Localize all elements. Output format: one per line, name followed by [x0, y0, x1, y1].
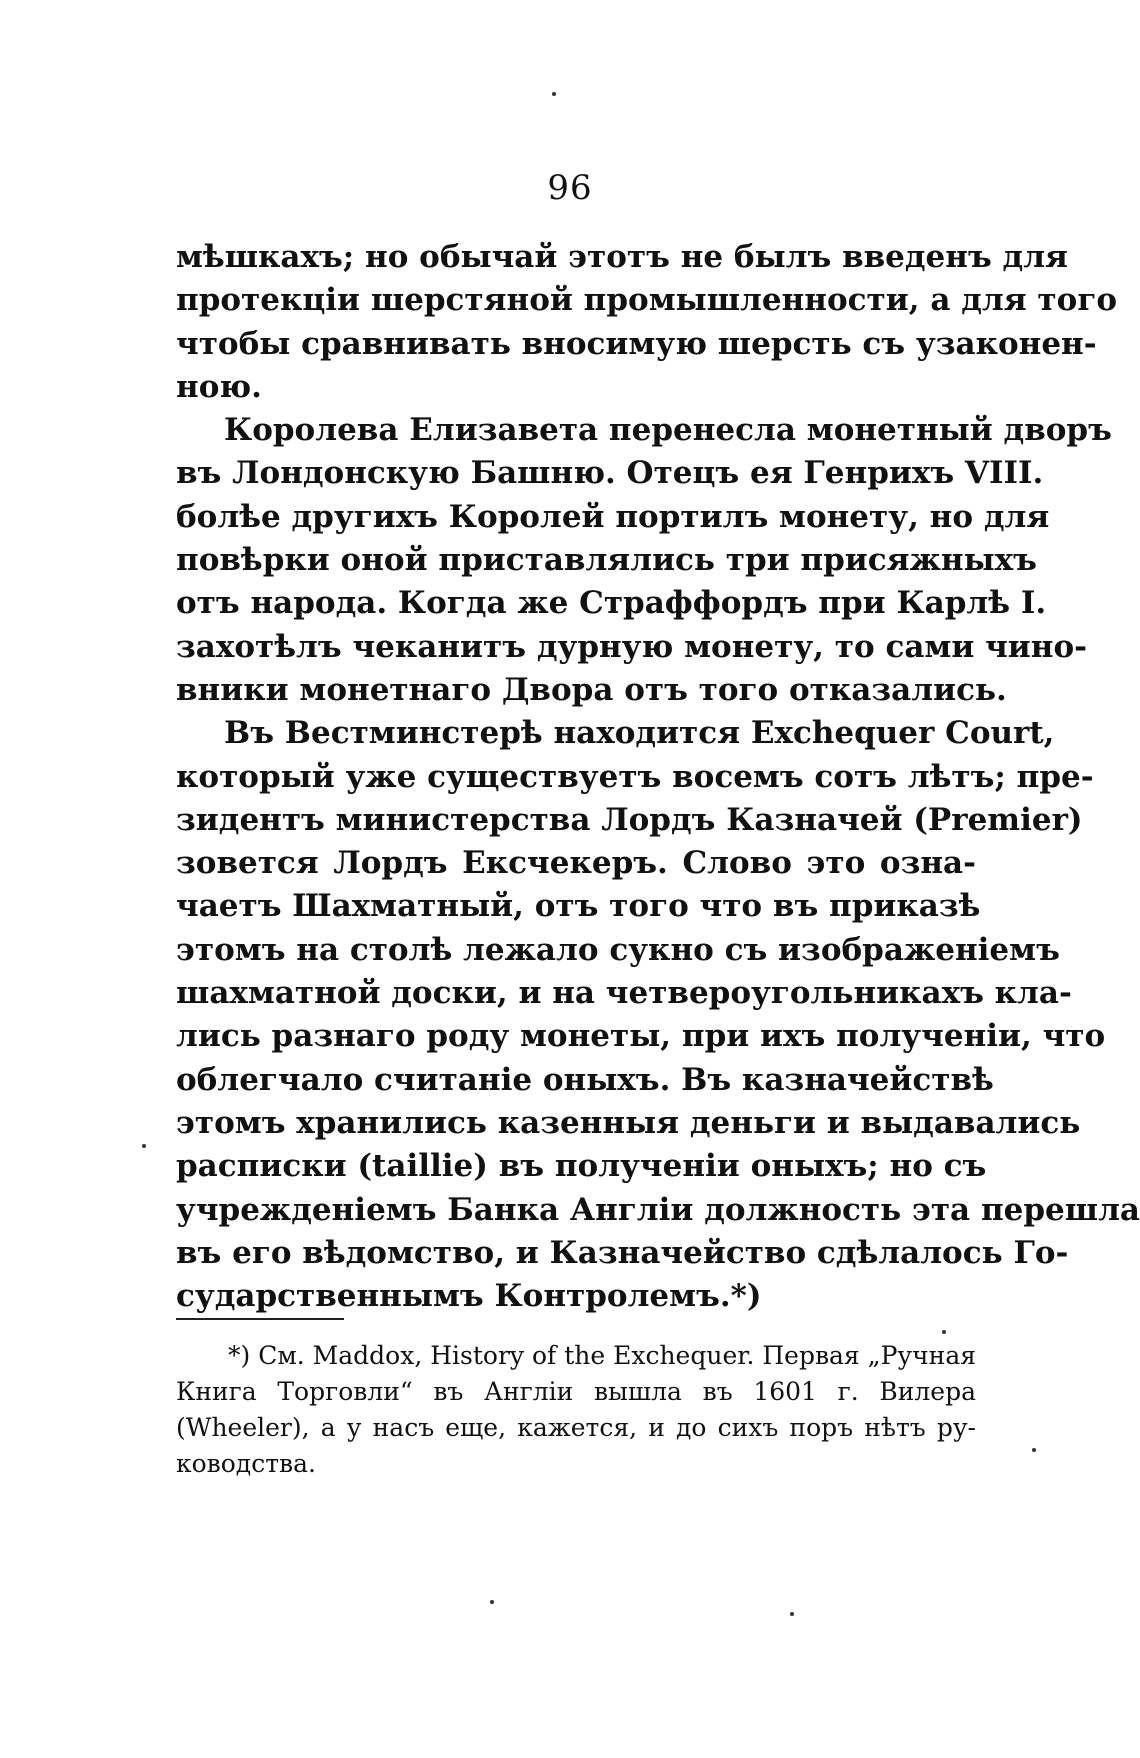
footnote-divider: [176, 1318, 344, 1320]
body-line: отъ народа. Когда же Страффордъ при Карлѣ I.: [176, 585, 1047, 622]
body-line: болѣе другихъ Королей портилъ монету, но для: [176, 498, 1050, 535]
body-line: сударственнымъ Контролемъ.*): [176, 1278, 762, 1315]
body-line: учрежденіемъ Банка Англіи должность эта перешла: [176, 1191, 1140, 1228]
print-speck: [142, 1144, 146, 1148]
print-speck: [1032, 1448, 1036, 1452]
body-line: облегчало считаніе оныхъ. Въ казначействѣ: [176, 1061, 994, 1098]
body-line: въ Лондонскую Башню. Отецъ ея Генрихъ VIII.: [176, 455, 1044, 492]
body-line: зовется Лордъ Ексчекеръ. Слово это озна-: [176, 845, 976, 882]
print-speck: [490, 1600, 494, 1604]
body-line: лись разнаго роду монеты, при ихъ полученіи, что: [176, 1018, 1106, 1055]
print-speck: [790, 1612, 794, 1616]
body-line: мѣшкахъ; но обычай этотъ не былъ введенъ для: [176, 239, 1068, 275]
print-speck: [552, 92, 556, 96]
footnote-line: *) См. Maddox, History of the Exchequer. Первая „Ручная: [228, 1341, 976, 1370]
footnote-line: Книга Торговли“ въ Англіи вышла въ 1601 г. Вилера: [176, 1377, 976, 1406]
body-line: повѣрки оной приставлялись три присяжныхъ: [176, 542, 1037, 579]
body-line: этомъ хранились казенныя деньги и выдавались: [176, 1104, 1081, 1141]
body-line: чтобы сравнивать вносимую шерсть съ узаконен-: [176, 325, 1097, 362]
body-line: чаетъ Шахматный, отъ того что въ приказѣ: [176, 888, 981, 925]
body-line: зидентъ министерства Лордъ Казначей (Premier): [176, 801, 1083, 838]
body-line: вники монетнаго Двора отъ того отказались.: [176, 671, 1007, 708]
footnote: [176, 1338, 976, 1482]
page-number: 96: [547, 168, 593, 208]
body-line: въ его вѣдомство, и Казначейство сдѣлалось Го-: [176, 1234, 1069, 1271]
body-line: захотѣлъ чеканитъ дурную монету, то сами чино-: [176, 628, 1088, 665]
body-line: шахматной доски, и на четвероугольникахъ кла-: [176, 975, 1072, 1012]
footnote-line: (Wheeler), а у насъ еще, кажется, и до сихъ поръ нѣтъ ру-: [176, 1413, 976, 1442]
print-speck: [942, 1330, 946, 1334]
body-line: протекціи шерстяной промышленности, а для того: [176, 282, 1117, 319]
body-line: ною.: [176, 368, 262, 405]
paragraph-start-line: Королева Елизавета перенесла монетный дворъ: [224, 412, 1112, 449]
paragraph-start-line: Въ Вестминстерѣ находится Exchequer Court,: [224, 715, 1055, 752]
footnote-line: ководства.: [176, 1449, 316, 1478]
body-line: расписки (taillie) въ полученіи оныхъ; но съ: [176, 1148, 987, 1185]
body-text: [176, 236, 1140, 1318]
body-line: который уже существуетъ восемъ сотъ лѣтъ; пре-: [176, 758, 1094, 795]
body-line: этомъ на столѣ лежало сукно съ изображеніемъ: [176, 931, 1060, 968]
